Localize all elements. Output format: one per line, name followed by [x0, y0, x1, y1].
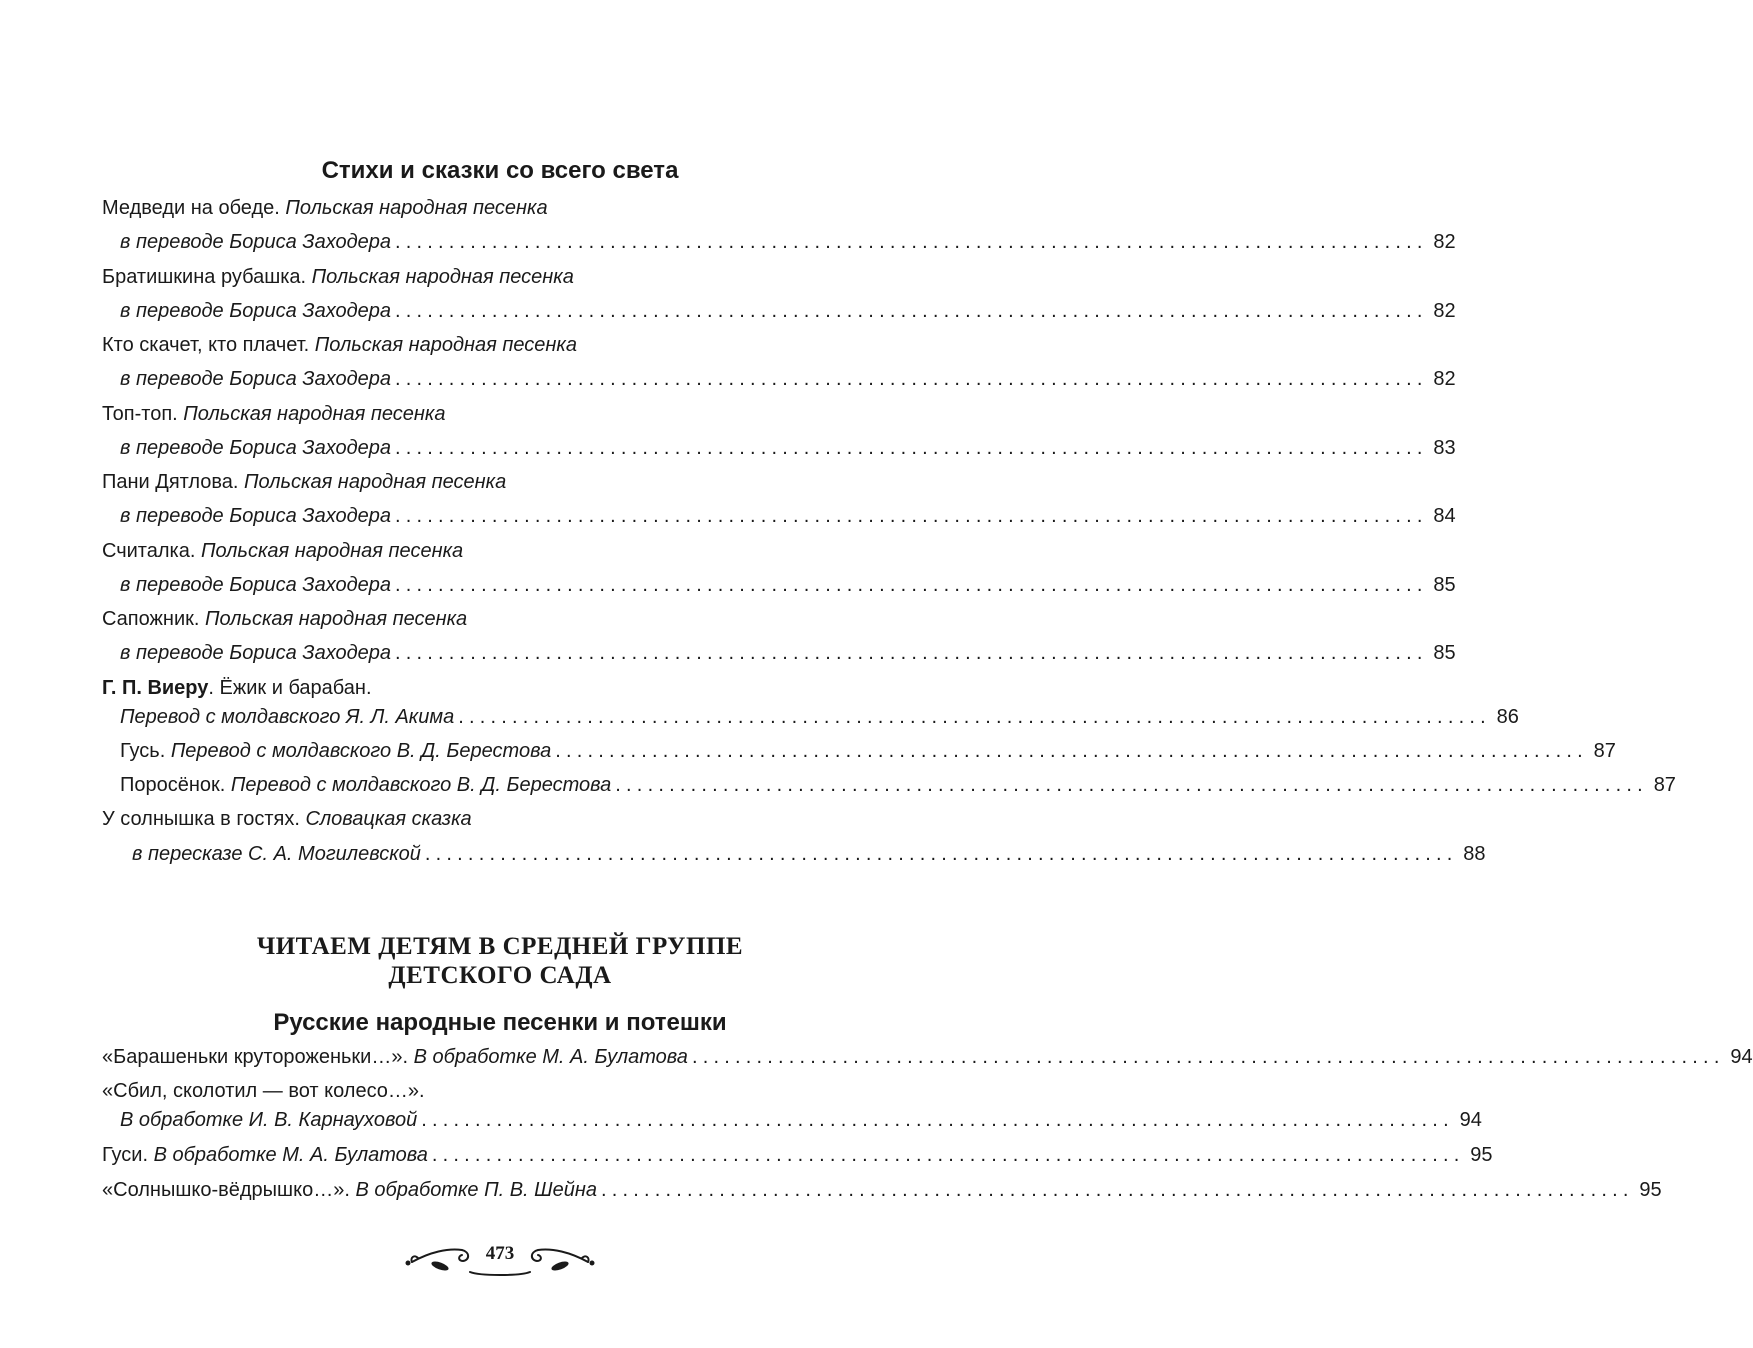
dot-leader: ................................................................................................	[555, 740, 1588, 762]
toc-entry[interactable]: Перевод с молдавского Я. Л. Акима ................................................................................................ 86	[120, 703, 839, 731]
dot-leader: ................................................................................................	[395, 505, 1428, 527]
toc-entry[interactable]: в переводе Бориса Заходера ................................................................................................ 82	[120, 365, 839, 393]
dot-leader: ................................................................................................	[395, 642, 1428, 664]
dot-leader: ................................................................................................	[421, 1109, 1454, 1131]
dot-leader: ................................................................................................	[600, 1179, 1634, 1201]
toc-entry-title: Кто скачет, кто плачет. Польская народная песенка	[102, 334, 577, 356]
page-ref: 82	[1433, 300, 1456, 322]
toc-entry-title: Пани Дятлова. Польская народная песенка	[102, 471, 507, 493]
toc-entry[interactable]: «Солнышко-вёдрышко…». В обработке П. В. Шейна ................................................................................................ 95	[102, 1176, 839, 1204]
toc-entry[interactable]: Гусь. Перевод с молдавского В. Д. Берестова ................................................................................................ 87	[120, 737, 839, 765]
toc-entry[interactable]: в переводе Бориса Заходера ................................................................................................ 83	[120, 434, 839, 462]
page-ref: 94	[1459, 1109, 1482, 1131]
toc-entry[interactable]: Гуси. В обработке М. А. Булатова ................................................................................................ 95	[102, 1141, 839, 1169]
toc-entry-title: Сапожник. Польская народная песенка	[102, 608, 468, 630]
page-ref: 95	[1639, 1179, 1662, 1201]
dot-leader: ................................................................................................	[395, 574, 1428, 596]
dot-leader: ................................................................................................	[615, 774, 1648, 796]
page-ref: 86	[1496, 706, 1519, 728]
author-name: Г. П. Виеру	[102, 677, 209, 699]
dot-leader: ................................................................................................	[691, 1046, 1725, 1068]
dot-leader: ................................................................................................	[395, 368, 1428, 390]
toc-entry-title: Топ-топ. Польская народная песенка	[102, 403, 446, 425]
toc-entry-title: Братишкина рубашка. Польская народная песенка	[102, 266, 574, 288]
page-ref: 94	[1730, 1046, 1753, 1068]
page-ref: 83	[1433, 437, 1456, 459]
page-ref: 82	[1433, 368, 1456, 390]
toc-entry[interactable]: в пересказе С. А. Могилевской ................................................................................................ 88	[132, 840, 839, 868]
page-ref: 85	[1433, 642, 1456, 664]
dot-leader: ................................................................................................	[424, 843, 1458, 865]
section-heading-russian-folk: Русские народные песенки и потешки	[273, 1009, 727, 1036]
page-number: 473	[485, 1243, 515, 1264]
page-ref: 85	[1433, 574, 1456, 596]
dot-leader: ................................................................................................	[431, 1144, 1465, 1166]
page-ref: 84	[1433, 505, 1456, 527]
toc-entry-title: У солнышка в гостях. Словацкая сказка	[102, 808, 472, 830]
toc-entry[interactable]: в переводе Бориса Заходера ................................................................................................ 82	[120, 228, 839, 256]
dot-leader: ................................................................................................	[395, 300, 1428, 322]
dot-leader: ................................................................................................	[458, 706, 1491, 728]
toc-entry[interactable]: в переводе Бориса Заходера ................................................................................................ 85	[120, 639, 839, 667]
page-ref: 87	[1653, 774, 1676, 796]
dot-leader: ................................................................................................	[395, 231, 1428, 253]
part-title-line-1: ЧИТАЕМ ДЕТЯМ В СРЕДНЕЙ ГРУППЕ	[256, 933, 744, 960]
toc-entry[interactable]: В обработке И. В. Карнауховой ................................................................................................ 94	[120, 1106, 839, 1134]
page-ref: 88	[1463, 843, 1486, 865]
toc-entry[interactable]: «Барашеньки крутороженьки…». В обработке М. А. Булатова ................................................................................................ 94	[102, 1043, 839, 1071]
toc-entry[interactable]: в переводе Бориса Заходера ................................................................................................ 85	[120, 571, 839, 599]
page-ref: 82	[1433, 231, 1456, 253]
toc-entry[interactable]: в переводе Бориса Заходера ................................................................................................ 84	[120, 502, 839, 530]
toc-entry[interactable]: в переводе Бориса Заходера ................................................................................................ 82	[120, 297, 839, 325]
dot-leader: ................................................................................................	[395, 437, 1428, 459]
page-ref: 87	[1593, 740, 1616, 762]
toc-entry-title: Считалка. Польская народная песенка	[102, 540, 464, 562]
section-heading-world-poems: Стихи и сказки со всего света	[321, 157, 679, 184]
toc-entry-title: Г. П. Виеру. Ёжик и барабан.	[102, 677, 372, 699]
toc-entry[interactable]: Поросёнок. Перевод с молдавского В. Д. Берестова ................................................................................................ 87	[120, 771, 839, 799]
toc-entry-title: Медведи на обеде. Польская народная песенка	[102, 197, 548, 219]
page-ref: 95	[1470, 1144, 1493, 1166]
page-footer	[400, 1228, 600, 1284]
toc-entry-title: «Сбил, сколотил — вот колесо…».	[102, 1080, 425, 1102]
part-title-line-2: ДЕТСКОГО САДА	[388, 962, 612, 989]
